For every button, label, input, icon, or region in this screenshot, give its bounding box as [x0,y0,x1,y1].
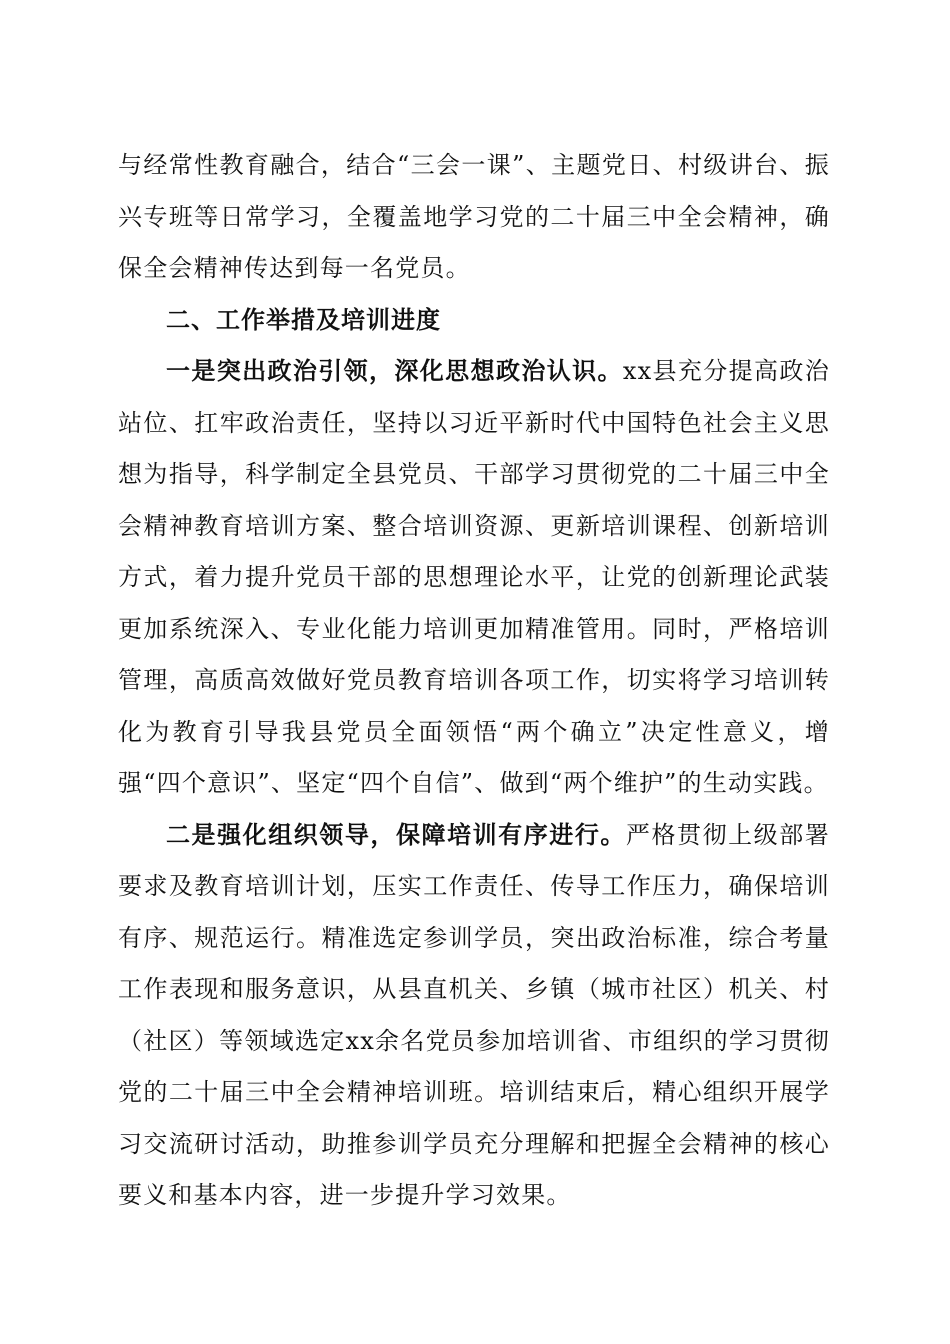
section-heading: 二、工作举措及培训进度 [166,305,441,334]
paragraph-continuation: 与经常性教育融合，结合“三会一课”、主题党日、村级讲台、振兴专班等日常学习，全覆盖地学习党的二十届三中全会精神，确保全会精神传达到每一名党员。 [118,151,830,282]
paragraph-text: 严格贯彻上级部署要求及教育培训计划，压实工作责任、传导工作压力，确保培训有序、规范运行。精准选定参训学员，突出政治标准，综合考量工作表现和服务意识，从县直机关、乡镇（城市社区）机关、村（社区）等领域选定xx余名党员参加培训省、市组织的学习贯彻党的二十届三中全会精神培训班。培训结束后，精心组织开展学习交流研讨活动，助推参训学员充分理解和把握全会精神的核心要义和基本内容，进一步提升学习效果。 [118,820,830,1209]
paragraph-lead: 二是强化组织领导，保障培训有序进行。 [166,820,626,849]
paragraph-text: xx县充分提高政治站位、扛牢政治责任，坚持以习近平新时代中国特色社会主义思想为指导，科学制定全县党员、干部学习贯彻党的二十届三中全会精神教育培训方案、整合培训资源、更新培训课程、创新培训方式，着力提升党员干部的思想理论水平，让党的创新理论武装更加系统深入、专业化能力培训更加精准管用。同时，严格培训管理，高质高效做好党员教育培训各项工作，切实将学习培训转化为教育引导我县党员全面领悟“两个确立”决定性意义，增强“四个意识”、坚定“四个自信”、做到“两个维护”的生动实践。 [118,357,830,797]
document-body [118,140,830,1222]
paragraph-organization-leadership [118,810,830,1222]
paragraph-lead: 一是突出政治引领，深化思想政治认识。 [166,357,623,385]
paragraph-political-guidance [118,346,830,810]
